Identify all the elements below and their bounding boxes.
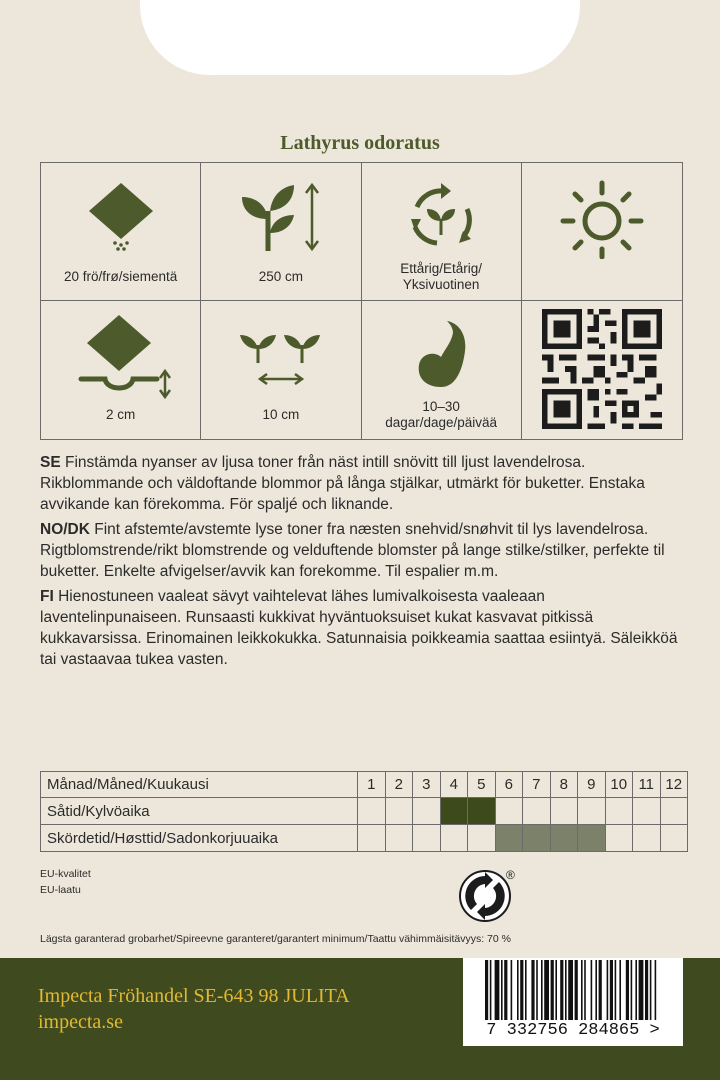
harvest-cell [550,825,578,852]
seed-sprout-icon [411,319,471,389]
company-address: Impecta Fröhandel SE-643 98 JULITA [38,985,350,1007]
description-text: Finstämda nyanser av ljusa toner från näst intill snövitt till ljust lavendelrosa. Rikblommande och väldoftande blommor på långa stjälkar, utmärkt för buketter. Enstaka avvikande kan förekomma. För spaljé och liknande. [40,454,645,513]
sow-cell [468,798,496,825]
icon-grid [40,162,683,440]
harvest-cell [660,825,688,852]
month-cell: 8 [550,772,578,798]
seed-count-label: 20 frö/frø/siementä [63,269,178,284]
calendar-harvest-row [41,825,688,852]
barcode-bar [635,960,637,1020]
month-cell: 4 [440,772,468,798]
website-link[interactable]: impecta.se [38,1011,123,1033]
barcode-bar [615,960,617,1020]
green-dot-recycle-icon [455,866,521,924]
barcode-bar [495,960,500,1020]
germination-unit-label: dagar/dage/päivää [385,415,498,430]
sow-cell [605,798,633,825]
plant-height-icon [236,181,326,253]
plant-spacing-icon [236,329,326,389]
barcode-bar [544,960,549,1020]
harvest-cell [605,825,633,852]
harvest-cell [413,825,441,852]
lang-code: NO/DK [40,521,90,538]
lifecycle-label-line1: Ettårig/Etårig/ [400,261,483,276]
barcode-bar [599,960,602,1020]
month-row-label: Månad/Måned/Kuukausi [41,772,358,798]
eu-quality-line1: EU-kvalitet [40,868,91,880]
harvest-cell [495,825,523,852]
full-sun-icon [559,179,645,259]
month-cell: 3 [413,772,441,798]
month-cell: 7 [523,772,551,798]
barcode-bar [595,960,597,1020]
sowing-calendar [40,771,688,852]
barcode-bar [525,960,527,1020]
sow-cell [660,798,688,825]
harvest-cell [633,825,661,852]
month-cell: 5 [468,772,496,798]
sow-cell [523,798,551,825]
harvest-cell [468,825,496,852]
height-label: 250 cm [258,269,304,284]
barcode-bar [517,960,519,1020]
barcode-bar [575,960,578,1020]
calendar-month-row [41,772,688,798]
barcode-bar [568,960,573,1020]
annual-cycle-icon [403,179,479,255]
sow-cell [358,798,386,825]
barcode-bar [591,960,593,1020]
spacing-label: 10 cm [262,407,300,422]
month-cell: 12 [660,772,688,798]
germination-cell [362,301,522,439]
lang-code: FI [40,588,54,605]
description-no-dk [40,519,685,582]
barcode-bar [626,960,629,1020]
barcode-bar [607,960,609,1020]
harvest-cell [523,825,551,852]
lifecycle-cell [362,163,522,301]
barcode-bar [490,960,492,1020]
eu-quality [40,866,91,898]
sow-row-label: Såtid/Kylvöaika [41,798,358,825]
barcode-bar [504,960,507,1020]
barcode-bar [501,960,503,1020]
eu-quality-line2: EU-laatu [40,884,81,896]
barcode-bar [631,960,633,1020]
description-se [40,452,685,515]
barcode-bar [541,960,543,1020]
barcode-bar [655,960,657,1020]
sowing-depth-icon [71,313,171,399]
lifecycle-label-line2: Yksivuotinen [402,277,480,292]
sow-cell [495,798,523,825]
barcode-bar [639,960,644,1020]
germination-rate: Lägsta garanterad grobarhet/Spireevne garanteret/garantert minimum/Taattu vähimmäisitävyys: 70 % [40,933,511,945]
qr-code-icon[interactable] [542,309,662,429]
description-text: Hienostuneen vaaleat sävyt vaihtelevat lähes lumivalkoisesta vaaleaan laventelinpunaiseen. Runsaasti kukkivat hyväntuoksuiset kukat kasvavat pitkissä kukkavarsissa. Erinomainen leikkokukka. Satunnaisia poikkeamia saattaa esiintyä. Säleikköä tai vastaavaa tukea vasten. [40,588,678,668]
registered-mark: ® [506,868,515,882]
sow-cell [440,798,468,825]
barcode-bar [645,960,648,1020]
harvest-row-label: Skördetid/Høsttid/Sadonkorjuuaika [41,825,358,852]
month-cell: 9 [578,772,606,798]
barcode-bar [560,960,563,1020]
barcode-bar [610,960,613,1020]
seed-count-cell [41,163,201,301]
sow-cell [633,798,661,825]
month-cell: 10 [605,772,633,798]
germination-days-label: 10–30 [422,399,460,414]
barcode-bar [520,960,523,1020]
barcode-bar [551,960,554,1020]
sow-cell [413,798,441,825]
harvest-cell [578,825,606,852]
sow-cell [550,798,578,825]
barcode-bar [531,960,534,1020]
barcode-bars [463,958,683,1022]
month-cell: 1 [358,772,386,798]
month-cell: 6 [495,772,523,798]
barcode-bar [581,960,583,1020]
sun-cell [522,163,682,301]
calendar-sow-row [41,798,688,825]
qr-cell [522,301,682,439]
sow-cell [578,798,606,825]
barcode-bar [555,960,557,1020]
sow-cell [385,798,413,825]
hang-hole [140,0,580,75]
barcode-bar [536,960,538,1020]
depth-label: 2 cm [105,407,136,422]
seed-packet-icon [81,183,161,253]
description-text: Fint afstemte/avstemte lyse toner fra næsten snehvid/snøhvit til lys lavendelrosa. Rigtblomstrende/rikt blomstrende og velduftende blomster på lange stilke/stilker, perfekte til buketter. Enkelte afvigelser/avvik kan forekomme. Til espalier m.m. [40,521,665,580]
harvest-cell [440,825,468,852]
barcode [463,958,683,1046]
barcode-bar [650,960,652,1020]
barcode-bar [584,960,586,1020]
description-block [40,452,685,674]
depth-cell [41,301,201,439]
latin-name: Lathyrus odoratus [280,132,440,154]
barcode-bar [619,960,621,1020]
barcode-digits: 7 332756 284865 > [486,1021,660,1040]
month-cell: 2 [385,772,413,798]
harvest-cell [358,825,386,852]
month-cell: 11 [633,772,661,798]
barcode-bar [485,960,488,1020]
lang-code: SE [40,454,61,471]
barcode-bar [511,960,513,1020]
height-cell [201,163,361,301]
description-fi [40,586,685,670]
spacing-cell [201,301,361,439]
harvest-cell [385,825,413,852]
barcode-bar [565,960,567,1020]
